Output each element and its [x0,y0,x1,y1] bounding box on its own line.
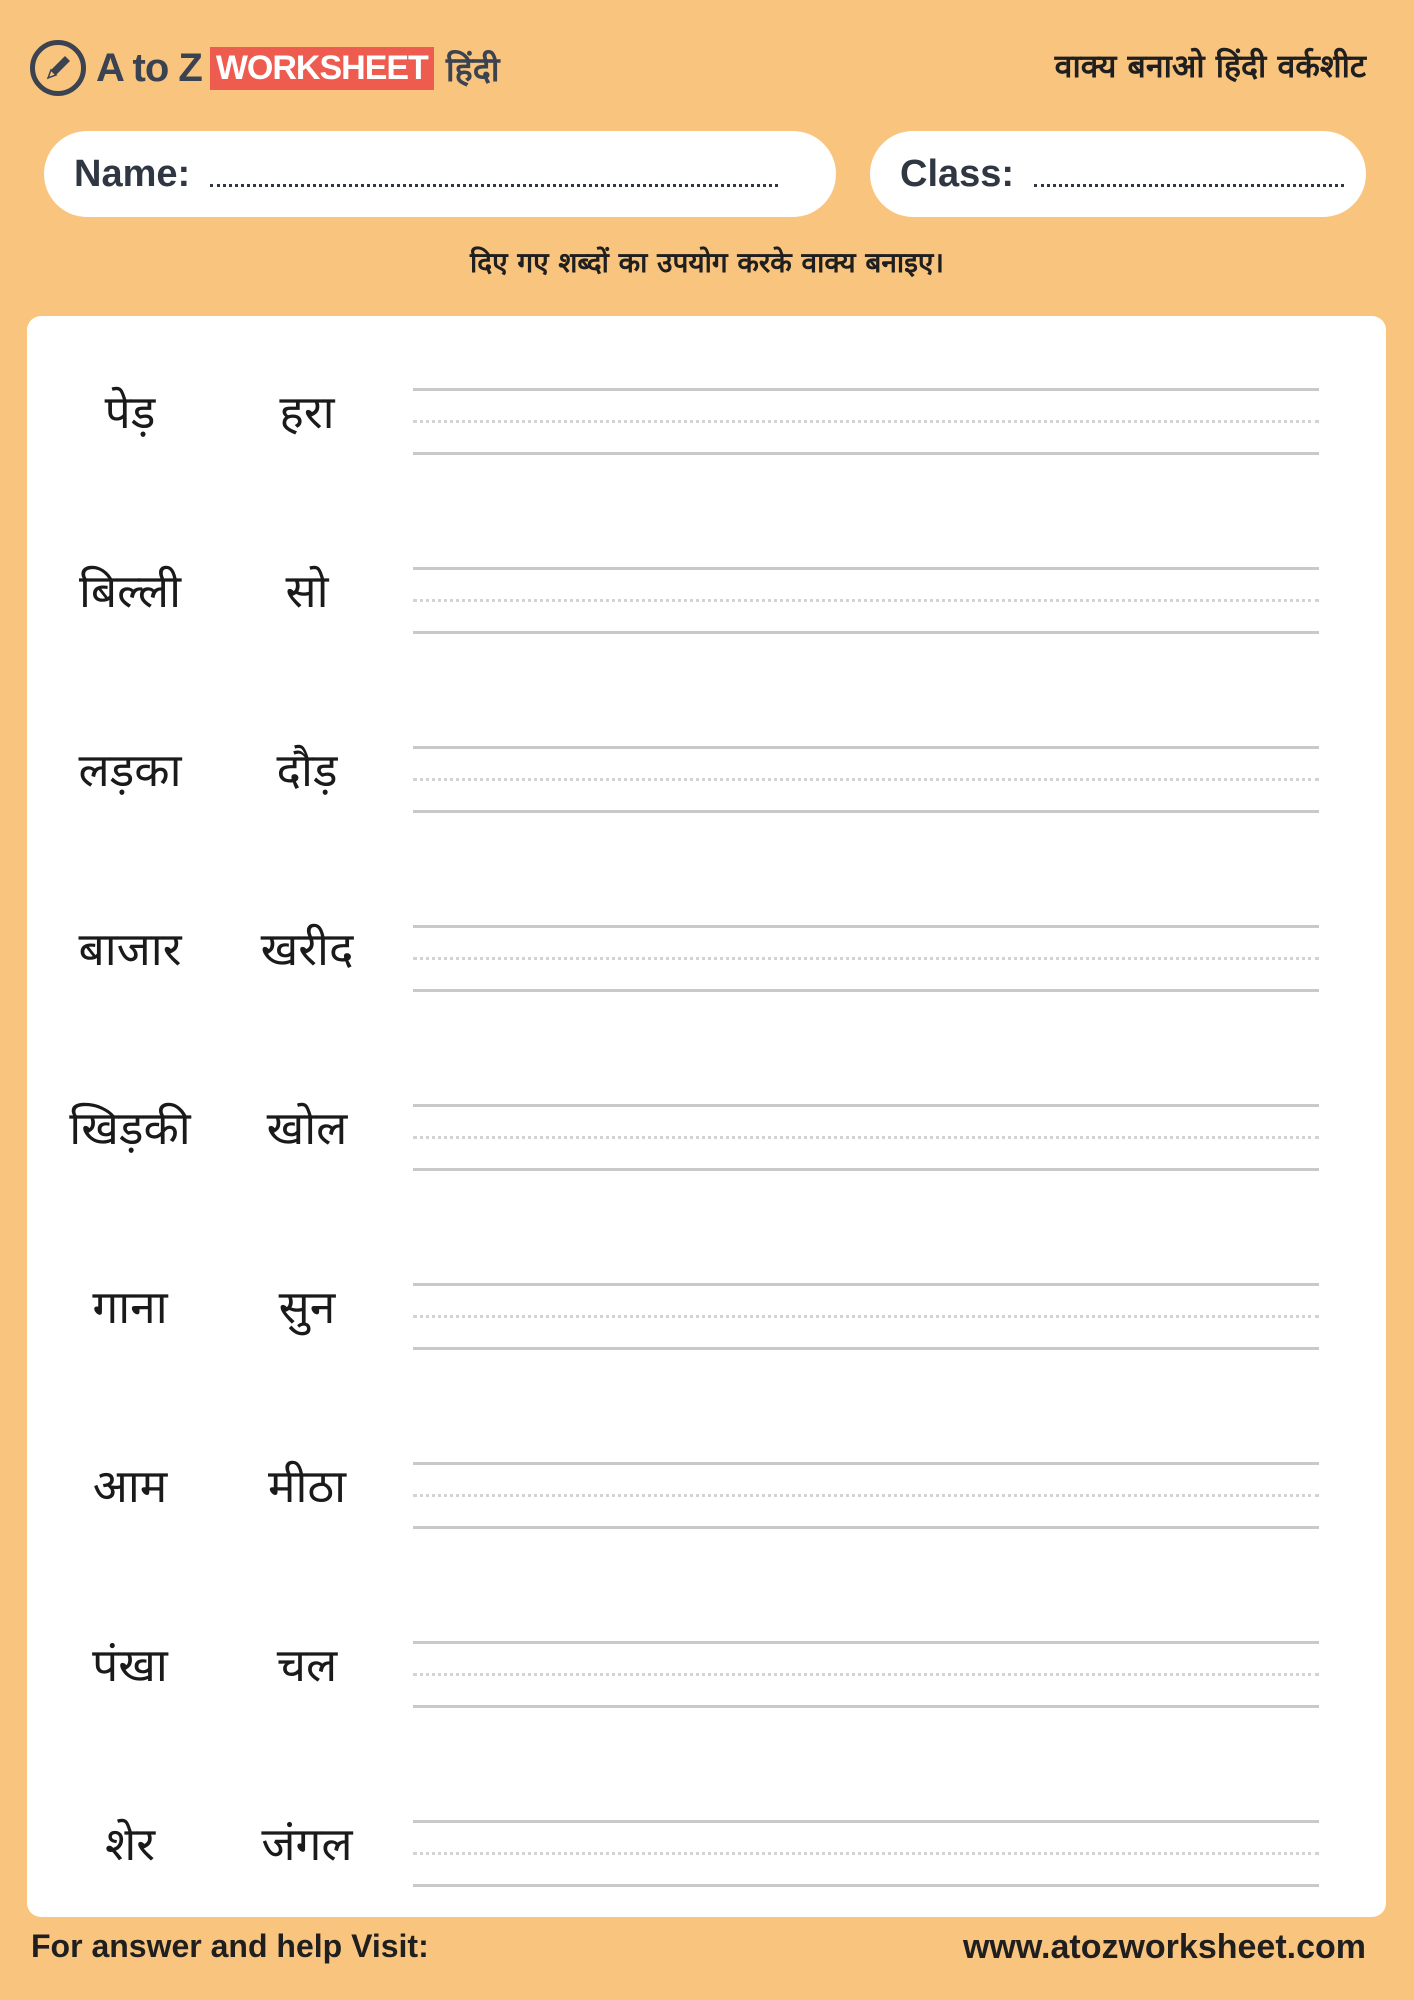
word-two: जंगल [261,1817,353,1871]
answer-line-bottom[interactable] [413,1884,1319,1887]
name-label: Name: [74,152,191,195]
answer-line-top[interactable] [413,1462,1319,1465]
word-one: बाजार [78,922,182,976]
exercise-row [27,1265,1386,1365]
answer-line-mid [413,1315,1319,1318]
exercise-row [27,1623,1386,1723]
word-two: चल [276,1638,338,1692]
answer-line-top[interactable] [413,1283,1319,1286]
footer-help-text: For answer and help Visit: [31,1928,429,1964]
logo-text: A to Z [96,45,202,90]
answer-line-bottom[interactable] [413,631,1319,634]
word-one: बिल्ली [78,564,182,618]
word-one: पेड़ [104,385,156,439]
answer-line-bottom[interactable] [413,452,1319,455]
exercise-row [27,728,1386,828]
answer-line-mid [413,778,1319,781]
answer-line-bottom[interactable] [413,1168,1319,1171]
exercise-row [27,1086,1386,1186]
answer-line-mid [413,1136,1319,1139]
exercise-row [27,370,1386,470]
word-two: सो [285,564,329,618]
logo-hindi: हिंदी [445,50,500,90]
answer-line-top[interactable] [413,1820,1319,1823]
class-label: Class: [900,152,1015,195]
answer-line-top[interactable] [413,388,1319,391]
answer-line-mid [413,957,1319,960]
worksheet-title: वाक्य बनाओ हिंदी वर्कशीट [1054,47,1366,85]
word-one: लड़का [78,743,182,797]
answer-line-mid [413,420,1319,423]
answer-line-top[interactable] [413,925,1319,928]
word-two: हरा [279,385,335,439]
brand-logo [30,36,500,100]
word-one: शेर [104,1817,156,1871]
name-blank[interactable] [210,184,778,187]
answer-line-mid [413,1494,1319,1497]
answer-line-top[interactable] [413,1641,1319,1644]
answer-line-top[interactable] [413,567,1319,570]
logo-highlight: WORKSHEET [210,47,434,90]
word-two: दौड़ [276,743,338,797]
answer-line-mid [413,599,1319,602]
exercise-row [27,549,1386,649]
answer-line-bottom[interactable] [413,1347,1319,1350]
answer-line-bottom[interactable] [413,1705,1319,1708]
class-blank[interactable] [1034,184,1344,187]
answer-line-mid [413,1852,1319,1855]
word-two: मीठा [267,1459,347,1513]
instruction-text: दिए गए शब्दों का उपयोग करके वाक्य बनाइए। [470,246,944,279]
word-one: आम [92,1459,168,1513]
answer-line-bottom[interactable] [413,989,1319,992]
class-field[interactable] [870,131,1366,217]
word-two: सुन [278,1280,336,1334]
exercise-row [27,1802,1386,1902]
word-one: पंखा [92,1638,168,1692]
answer-line-top[interactable] [413,1104,1319,1107]
exercise-row [27,1444,1386,1544]
name-field[interactable] [44,131,836,217]
answer-line-top[interactable] [413,746,1319,749]
answer-line-bottom[interactable] [413,1526,1319,1529]
word-one: गाना [92,1280,168,1334]
word-two: खोल [266,1101,348,1155]
answer-line-mid [413,1673,1319,1676]
word-two: खरीद [260,922,354,976]
exercise-row [27,907,1386,1007]
answer-line-bottom[interactable] [413,810,1319,813]
pencil-logo-icon [30,40,86,96]
exercise-card [27,316,1386,1917]
word-one: खिड़की [69,1101,191,1155]
footer-website-link[interactable]: www.atozworksheet.com [962,1928,1366,1966]
